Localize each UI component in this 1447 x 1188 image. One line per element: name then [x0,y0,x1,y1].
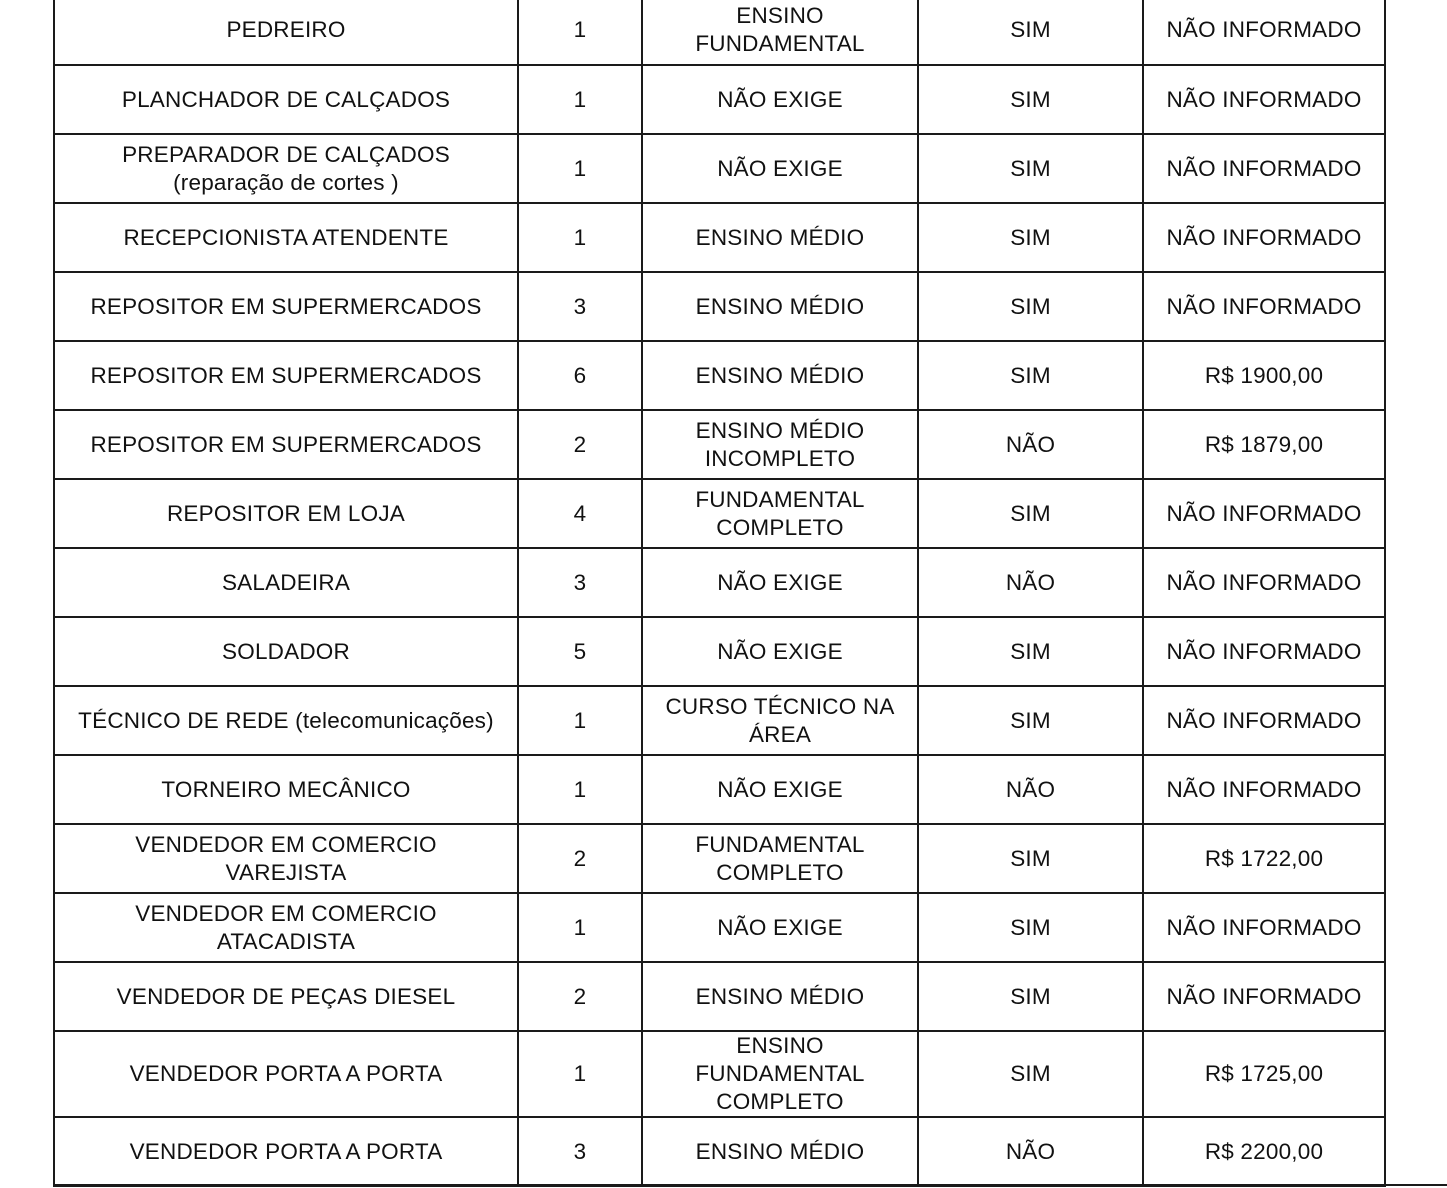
cell-experiencia: SIM [918,0,1143,65]
cell-vagas: 1 [518,134,642,203]
cargo-text: REPOSITOR EM SUPERMERCADOS [90,431,482,457]
cell-escolaridade: ENSINO MÉDIO [642,962,918,1031]
cell-cargo [54,548,518,617]
cell-salario: NÃO INFORMADO [1143,617,1385,686]
cell-cargo [54,962,518,1031]
cell-escolaridade: ENSINO FUNDAMENTAL [642,0,918,65]
table-row [54,893,1385,962]
cell-salario: NÃO INFORMADO [1143,272,1385,341]
cell-escolaridade: ENSINO MÉDIO [642,203,918,272]
cell-vagas: 2 [518,410,642,479]
cargo-text: PEDREIRO [226,17,346,42]
cell-vagas: 3 [518,548,642,617]
cell-experiencia: NÃO [918,410,1143,479]
cell-experiencia: SIM [918,686,1143,755]
cell-experiencia: SIM [918,65,1143,134]
cell-vagas: 1 [518,755,642,824]
cargo-text: SALADEIRA [221,569,351,595]
cell-escolaridade: CURSO TÉCNICO NA ÁREA [642,686,918,755]
cargo-text: TÉCNICO DE REDE (telecomunicações) [78,707,494,733]
cell-salario: R$ 1725,00 [1143,1031,1385,1117]
cell-salario: NÃO INFORMADO [1143,755,1385,824]
cell-vagas: 1 [518,65,642,134]
cell-salario: NÃO INFORMADO [1143,962,1385,1031]
cell-cargo [54,479,518,548]
cell-vagas: 2 [518,824,642,893]
cell-experiencia: SIM [918,617,1143,686]
table-row [54,0,1385,65]
cell-escolaridade: ENSINO MÉDIO [642,341,918,410]
cell-escolaridade: ENSINO MÉDIO [642,1117,918,1186]
table-row [54,824,1385,893]
cell-escolaridade: NÃO EXIGE [642,617,918,686]
cell-cargo [54,203,518,272]
cell-experiencia: SIM [918,824,1143,893]
cell-experiencia: SIM [918,203,1143,272]
table-row [54,1031,1385,1117]
cell-escolaridade: ENSINO MÉDIO INCOMPLETO [642,410,918,479]
cell-cargo [54,134,518,203]
cell-salario: NÃO INFORMADO [1143,893,1385,962]
cell-escolaridade: NÃO EXIGE [642,134,918,203]
table-row [54,134,1385,203]
table-row [54,617,1385,686]
cell-cargo [54,410,518,479]
cell-vagas: 3 [518,272,642,341]
table-row [54,479,1385,548]
cell-escolaridade: NÃO EXIGE [642,65,918,134]
cargo-text: REPOSITOR EM SUPERMERCADOS [90,293,482,319]
cell-vagas: 6 [518,341,642,410]
table-row [54,548,1385,617]
cargo-text: PREPARADOR DE CALÇADOS [122,141,450,167]
table-row [54,686,1385,755]
cell-escolaridade: ENSINO FUNDAMENTAL COMPLETO [642,1031,918,1117]
cell-salario: NÃO INFORMADO [1143,65,1385,134]
cell-vagas: 1 [518,0,642,65]
cell-experiencia: SIM [918,272,1143,341]
table-row [54,65,1385,134]
cell-salario: R$ 1900,00 [1143,341,1385,410]
cell-cargo [54,824,518,893]
cargo-subtext: (reparação de cortes ) [173,169,399,195]
cell-cargo [54,1117,518,1186]
cargo-text: SOLDADOR [222,638,350,664]
cell-vagas: 1 [518,686,642,755]
cargo-text: VENDEDOR EM COMERCIO VAREJISTA [135,831,437,885]
cell-salario: NÃO INFORMADO [1143,548,1385,617]
cell-escolaridade: NÃO EXIGE [642,548,918,617]
cell-experiencia: SIM [918,134,1143,203]
cell-cargo [54,65,518,134]
table-body [54,0,1385,1186]
cell-salario: R$ 1879,00 [1143,410,1385,479]
cargo-text: RECEPCIONISTA ATENDENTE [123,224,449,250]
cell-escolaridade: ENSINO MÉDIO [642,272,918,341]
cargo-text: PLANCHADOR DE CALÇADOS [121,86,451,112]
cell-cargo [54,686,518,755]
cell-vagas: 2 [518,962,642,1031]
cell-experiencia: NÃO [918,1117,1143,1186]
cell-experiencia: SIM [918,479,1143,548]
cell-escolaridade: NÃO EXIGE [642,893,918,962]
cell-escolaridade: FUNDAMENTAL COMPLETO [642,824,918,893]
cell-experiencia: NÃO [918,548,1143,617]
cell-vagas: 4 [518,479,642,548]
cell-cargo [54,617,518,686]
cargo-text: VENDEDOR PORTA A PORTA [129,1061,443,1086]
cell-salario: R$ 1722,00 [1143,824,1385,893]
cargo-text: VENDEDOR DE PEÇAS DIESEL [116,983,456,1009]
cell-cargo [54,341,518,410]
cell-salario: NÃO INFORMADO [1143,479,1385,548]
cell-salario: NÃO INFORMADO [1143,134,1385,203]
cargo-text: VENDEDOR EM COMERCIO ATACADISTA [135,900,437,954]
cell-salario: R$ 2200,00 [1143,1117,1385,1186]
cell-cargo [54,893,518,962]
table-row [54,410,1385,479]
cell-cargo [54,0,518,65]
cell-vagas: 5 [518,617,642,686]
table-row [54,962,1385,1031]
cell-cargo [54,272,518,341]
cell-experiencia: SIM [918,1031,1143,1117]
cell-vagas: 1 [518,203,642,272]
cell-salario: NÃO INFORMADO [1143,203,1385,272]
cell-experiencia: SIM [918,341,1143,410]
table-row [54,755,1385,824]
job-vacancies-table [53,0,1386,1187]
table-row [54,1117,1385,1186]
cell-escolaridade: NÃO EXIGE [642,755,918,824]
cell-experiencia: NÃO [918,755,1143,824]
table-row [54,203,1385,272]
cell-cargo [54,755,518,824]
cargo-text: REPOSITOR EM LOJA [166,500,406,526]
table-row [54,341,1385,410]
table-row [54,272,1385,341]
cell-experiencia: SIM [918,962,1143,1031]
cell-experiencia: SIM [918,893,1143,962]
cell-cargo [54,1031,518,1117]
cell-escolaridade: FUNDAMENTAL COMPLETO [642,479,918,548]
next-row-border [53,1184,1447,1186]
cargo-text: TORNEIRO MECÂNICO [161,776,411,802]
cell-salario: NÃO INFORMADO [1143,0,1385,65]
cell-vagas: 3 [518,1117,642,1186]
cargo-text: VENDEDOR PORTA A PORTA [129,1138,443,1164]
cell-vagas: 1 [518,893,642,962]
cell-salario: NÃO INFORMADO [1143,686,1385,755]
cargo-text: REPOSITOR EM SUPERMERCADOS [90,362,482,388]
cell-vagas: 1 [518,1031,642,1117]
